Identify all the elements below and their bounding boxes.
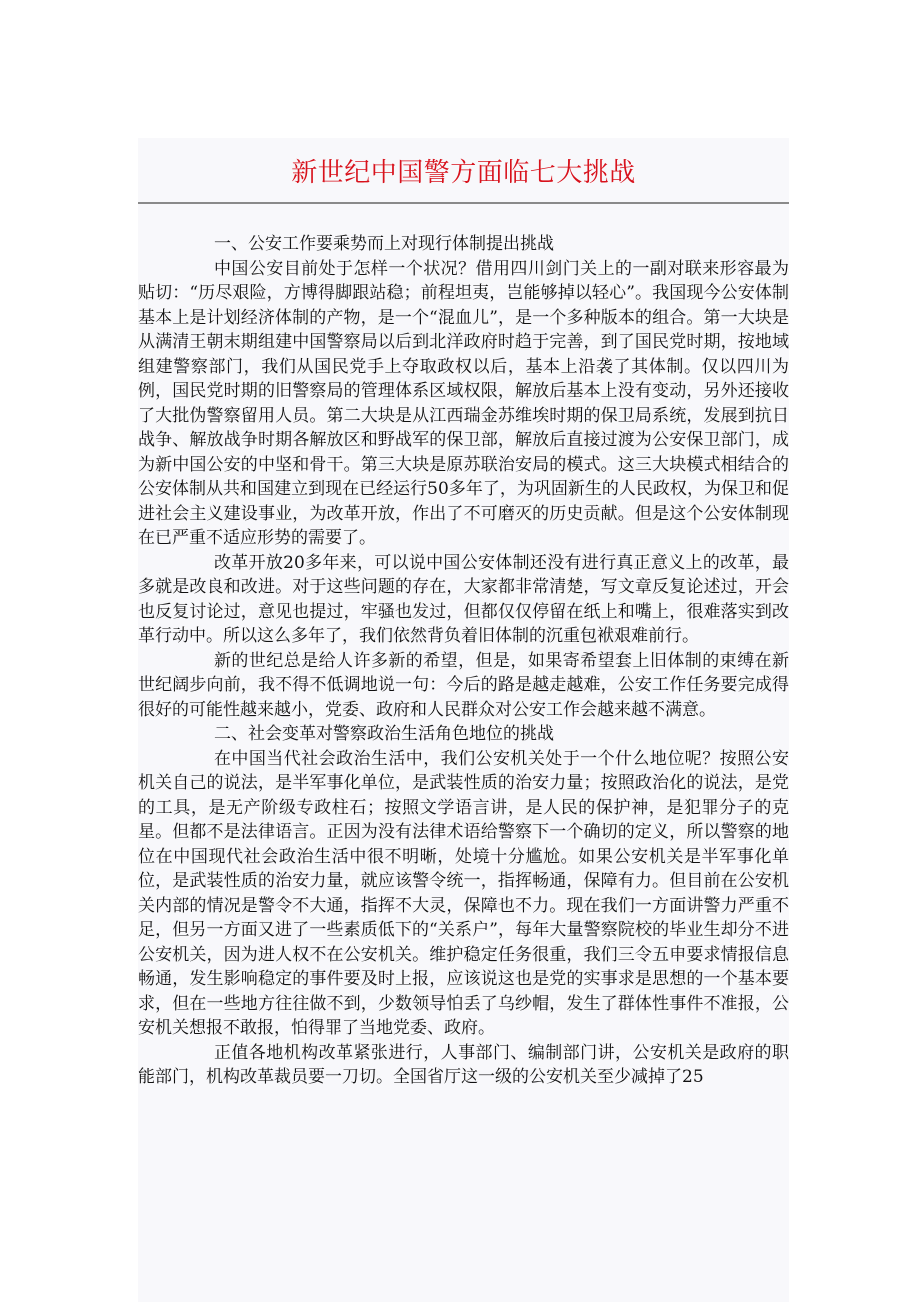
paragraph-2: 改革开放20多年来，可以说中国公安体制还没有进行真正意义上的改革，最多就是改良和改进。对于这些问题的存在，大家都非常清楚，写文章反复论述过，开会也反复讨论过，意见也提过，牢骚也发过，但都仅仅停留在纸上和嘴上，很难落实到改革行动中。所以这么多年了，我们依然背负着旧体制的沉重包袱艰难前行。	[138, 552, 789, 646]
paragraph-3: 新的世纪总是给人许多新的希望，但是，如果寄希望套上旧体制的束缚在新世纪阔步向前，我不得不低调地说一句：今后的路是越走越难，公安工作任务要完成得很好的可能性越来越小，党委、政府和人民群众对公安工作会越来越不满意。	[138, 650, 789, 720]
section-heading-2: 二、社会变革对警察政治生活角色地位的挑战	[214, 724, 554, 744]
paragraph-4: 在中国当代社会政治生活中，我们公安机关处于一个什么地位呢？按照公安机关自己的说法，是半军事化单位，是武装性质的治安力量；按照政治化的说法，是党的工具，是无产阶级专政柱石；按照文学语言讲，是人民的保护神，是犯罪分子的克星。但都不是法律语言。正因为没有法律术语给警察下一个确切的定义，所以警察的地位在中国现代社会政治生活中很不明晰，处境十分尴尬。如果公安机关是半军事化单位，是武装性质的治安力量，就应该警令统一，指挥畅通，保障有力。但目前在公安机关内部的情况是警令不大通，指挥不大灵，保障也不力。现在我们一方面讲警力严重不足，但另一方面又进了一些素质低下的“关系户”，每年大量警察院校的毕业生却分不进公安机关，因为进人权不在公安机关。维护稳定任务很重，我们三令五申要求情报信息畅通，发生影响稳定的事件要及时上报，应该说这也是党的实事求是思想的一个基本要求，但在一些地方往往做不到，少数领导怕丢了乌纱帽，发生了群体性事件不准报，公安机关想报不敢报，怕得罪了当地党委、政府。	[138, 748, 789, 1038]
paragraph-5: 正值各地机构改革紧张进行，人事部门、编制部门讲，公安机关是政府的职能部门，机构改革裁员要一刀切。全国省厅这一级的公安机关至少减掉了25	[138, 1042, 789, 1087]
document-body	[138, 232, 789, 1090]
document-title: 新世纪中国警方面临七大挑战	[291, 158, 636, 188]
document-page	[138, 138, 789, 1302]
title-divider	[138, 202, 789, 204]
paragraph-1: 中国公安目前处于怎样一个状况？借用四川剑门关上的一副对联来形容最为贴切：“历尽艰险，方博得脚跟站稳；前程坦夷，岂能够掉以轻心”。我国现今公安体制基本上是计划经济体制的产物，是一个“混血儿”，是一个多种版本的组合。第一大块是从满清王朝末期组建中国警察局以后到北洋政府时趋于完善，到了国民党时期，按地域组建警察部门，我们从国民党手上夺取政权以后，基本上沿袭了其体制。仅以四川为例，国民党时期的旧警察局的管理体系区域权限，解放后基本上没有变动，另外还接收了大批伪警察留用人员。第二大块是从江西瑞金苏维埃时期的保卫局系统，发展到抗日战争、解放战争时期各解放区和野战军的保卫部，解放后直接过渡为公安保卫部门，成为新中国公安的中坚和骨干。第三大块是原苏联治安局的模式。这三大块模式相结合的公安体制从共和国建立到现在已经运行50多年了，为巩固新生的人民政权，为保卫和促进社会主义建设事业，为改革开放，作出了不可磨灭的历史贡献。但是这个公安体制现在已严重不适应形势的需要了。	[138, 258, 789, 548]
section-heading-1: 一、公安工作要乘势而上对现行体制提出挑战	[214, 234, 554, 254]
title-area	[138, 138, 789, 203]
